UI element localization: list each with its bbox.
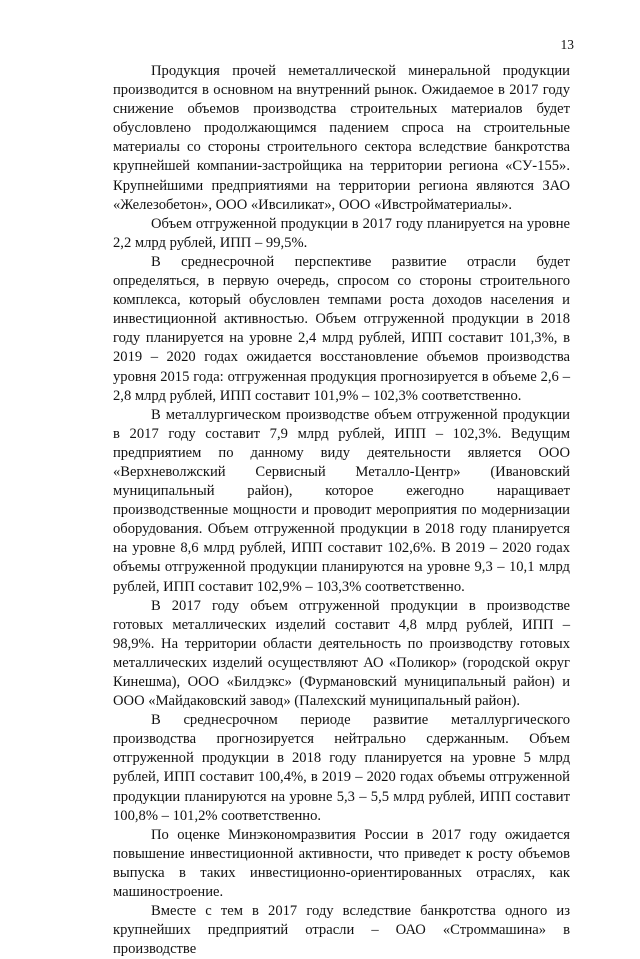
paragraph-medium-term-outlook: В среднесрочной перспективе развитие отрасли будет определяться, в первую очередь, спросом со стороны строительного комплекса, который обусловлен темпами роста доходов населения и инвестиционной активностью. Объем отгруженной продукции в 2018 году планируется на уровне 2,4 млрд рублей, ИПП составит 101,3%, в 2019 – 2020 годах ожидается восстановление объемов производства уровня 2015 года: отгруженная продукция прогнозируется в объеме 2,6 – 2,8 млрд рублей, ИПП составит 101,9% – 102,3% соответственно. [113,253,570,404]
paragraph-metal-products: В 2017 году объем отгруженной продукции в производстве готовых металлических изделий составит 4,8 млрд рублей, ИПП – 98,9%. На территории области деятельность по производству готовых металлических изделий осуществляют АО «Поликор» (городской округ Кинешма), ООО «Билдэкс» (Фурмановский муниципальный район) и ООО «Майдаковский завод» (Палехский муниципальный район). [113,597,570,710]
paragraph-investment-activity: По оценке Минэкономразвития России в 2017 году ожидается повышение инвестиционной активности, что приведет к росту объемов выпуска в таких инвестиционно-ориентированных отраслях, как машиностроение. [113,826,570,901]
paragraph-building-materials: Продукция прочей неметаллической минеральной продукции производится в основном на внутренний рынок. Ожидаемое в 2017 году снижение объемов производства строительных материалов будет обусловлено продолжающимся падением спроса на строительные материалы со стороны строительного сектора вследствие банкротства крупнейшей компании-застройщика на территории региона «СУ-155». Крупнейшими предприятиями на территории региона являются ЗАО «Железобетон», ООО «Ивсиликат», ООО «Ивстройматериалы». [113,63,570,213]
paragraph-metallurgy-forecast: В среднесрочном периоде развитие металлургического производства прогнозируется нейтрально сдержанным. Объем отгруженной продукции в 2018 году планируется на уровне 5 млрд рублей, ИПП составит 100,4%, в 2019 – 2020 годах объемы отгруженной продукции планируются на уровне 5,3 – 5,5 млрд рублей, ИПП составит 100,8% – 101,2% соответственно. [113,712,570,824]
document-body [113,62,570,959]
paragraph-building-materials-volume: Объем отгруженной продукции в 2017 году планируется на уровне 2,2 млрд рублей, ИПП – 99,5%. [113,215,570,251]
paragraph-strommashina: Вместе с тем в 2017 году вследствие банкротства одного из крупнейших предприятий отрасли – ОАО «Строммашина» в производстве [113,903,570,958]
paragraph-metallurgy: В металлургическом производстве объем отгруженной продукции в 2017 году составит 7,9 млрд рублей, ИПП – 102,3%. Ведущим предприятием по данному виду деятельности является ООО «Верхневолжский Сервисный Металло-Центр» (Ивановский муниципальный район), которое ежегодно наращивает производственные мощности и проводит мероприятия по модернизации оборудования. Объем отгруженной продукции в 2018 году планируется на уровне 8,6 млрд рублей, ИПП составит 102,6%. В 2019 – 2020 годах объемы отгруженной продукции планируются на уровне 9,3 – 10,1 млрд рублей, ИПП составит 102,9% – 103,3% соответственно. [113,406,570,595]
page-number: 13 [560,37,574,52]
